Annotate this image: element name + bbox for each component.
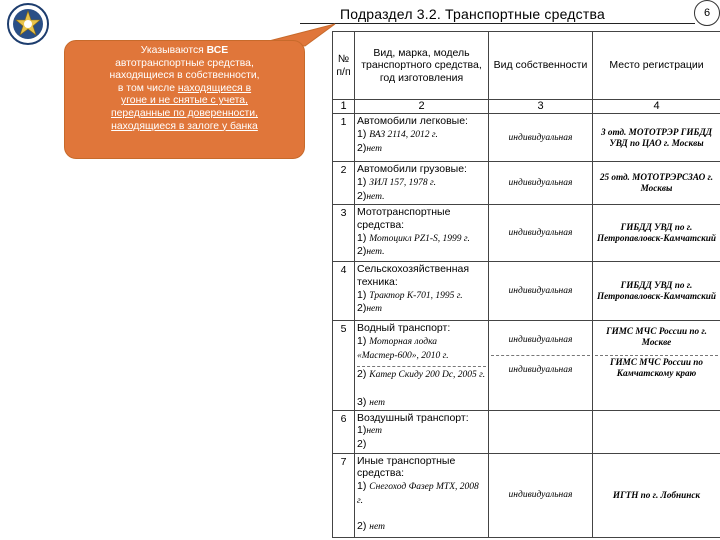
ownership-cell: индивидуальная (489, 162, 593, 205)
callout-line-6: переданные по доверенности, (111, 107, 258, 119)
vehicle-item: 2) нет (357, 520, 385, 533)
col-number: 1 (333, 100, 355, 114)
callout-line-5: угоне и не снятые с учета, (121, 95, 248, 107)
ownership-cell: индивидуальная (489, 262, 593, 321)
vehicle-category: Иные транспортные средства: (357, 454, 456, 480)
ownership-cell (489, 321, 593, 411)
vehicle-item: 1) ЗИЛ 157, 1978 г. (357, 175, 436, 188)
header-ownership: Вид собственности (489, 32, 593, 100)
registration-sub: ГИМС МЧС России по г. Москве (606, 326, 707, 347)
header-num: № п/п (333, 32, 355, 100)
row-number: 5 (333, 321, 355, 411)
col-number: 4 (593, 100, 720, 114)
header-vehicle: Вид, марка, модель транспортного средства, год изготовления (355, 32, 489, 100)
vehicle-item: 1) Трактор К-701, 1995 г. (357, 288, 463, 301)
callout-line-2: автотранспортные средства, (115, 57, 254, 69)
vehicles-table (332, 31, 720, 538)
row-number: 6 (333, 410, 355, 453)
sub-divider (595, 355, 718, 356)
table-row (333, 410, 720, 453)
table-row (333, 321, 720, 411)
registration-cell: 25 отд. МОТОТРЭРСЗАО г. Москвы (593, 162, 720, 205)
col-number: 2 (355, 100, 489, 114)
ownership-cell: индивидуальная (489, 205, 593, 262)
callout-line-3: находящиеся в собственности, (109, 70, 260, 82)
vehicle-item: 2) (357, 438, 367, 451)
registration-cell: 3 отд. МОТОТРЭР ГИБДД УВД по ЦАО г. Москвы (593, 114, 720, 162)
vehicle-item: 1) ВАЗ 2114, 2012 г. (357, 127, 438, 140)
table-row (333, 453, 720, 537)
vehicle-item: 2)нет. (357, 245, 385, 258)
sub-divider (357, 366, 486, 367)
ownership-cell (489, 410, 593, 453)
row-number: 7 (333, 453, 355, 537)
instruction-callout (64, 40, 305, 159)
registration-sub: ГИМС МЧС России по Камчатскому краю (609, 357, 703, 378)
column-number-row (333, 100, 720, 114)
vehicle-category: Мототранспортные средства: (357, 206, 451, 231)
table-row (333, 162, 720, 205)
emblem-icon (6, 2, 50, 46)
vehicle-cell (355, 262, 489, 321)
vehicle-cell (355, 205, 489, 262)
callout-line-4: в том числе находящиеся в (117, 82, 252, 94)
row-number: 3 (333, 205, 355, 262)
vehicle-item: 1) Мотоцикл PZ1-S, 1999 г. (357, 231, 470, 244)
vehicle-cell (355, 114, 489, 162)
vehicle-category: Воздушный транспорт: (357, 411, 469, 424)
table-row (333, 262, 720, 321)
row-number: 2 (333, 162, 355, 205)
vehicle-cell (355, 162, 489, 205)
callout-line-1: Указываются ВСЕ (140, 45, 229, 56)
vehicle-category: Автомобили грузовые: (357, 163, 467, 175)
ownership-sub: индивидуальная (508, 365, 573, 375)
col-number: 3 (489, 100, 593, 114)
table-row (333, 114, 720, 162)
vehicle-item: 1) Моторная лодка «Мастер-600», 2010 г. (357, 334, 449, 361)
sub-divider (491, 355, 590, 356)
table-row (333, 205, 720, 262)
vehicle-item: 2) Катер Скиду 200 Dc, 2005 г. (357, 367, 486, 380)
registration-cell: ГИБДД УВД по г. Петропавловск-Камчатский (593, 262, 720, 321)
registration-cell (593, 410, 720, 453)
vehicle-item: 2)нет (357, 141, 383, 154)
vehicle-item: 1)нет (357, 424, 383, 437)
row-number: 4 (333, 262, 355, 321)
registration-cell (593, 321, 720, 411)
row-number: 1 (333, 114, 355, 162)
vehicle-item: 3) нет (357, 395, 385, 408)
ownership-sub: индивидуальная (508, 335, 573, 345)
vehicle-item: 2)нет (357, 302, 383, 315)
vehicle-item: 1) Снегоход Фазер МТХ, 2008 г. (357, 480, 479, 506)
title-underline (300, 23, 695, 24)
ownership-cell: индивидуальная (489, 453, 593, 537)
page-number-badge: 6 (694, 0, 720, 26)
ownership-cell: индивидуальная (489, 114, 593, 162)
vehicle-item: 2)нет. (357, 189, 385, 202)
registration-cell: ГИБДД УВД по г. Петропавловск-Камчатский (593, 205, 720, 262)
callout-line-7: находящиеся в залоге у банка (111, 120, 258, 132)
vehicle-category: Автомобили легковые: (357, 115, 468, 127)
table-header-row (333, 32, 720, 100)
vehicle-cell (355, 410, 489, 453)
vehicle-cell (355, 453, 489, 537)
registration-cell: ИГТН по г. Лобнинск (593, 453, 720, 537)
vehicle-category: Сельскохозяйственная техника: (357, 263, 470, 288)
vehicle-cell (355, 321, 489, 411)
vehicle-category: Водный транспорт: (357, 322, 451, 334)
header-registration: Место регистрации (593, 32, 720, 100)
slide-title: Подраздел 3.2. Транспортные средства (340, 6, 605, 22)
